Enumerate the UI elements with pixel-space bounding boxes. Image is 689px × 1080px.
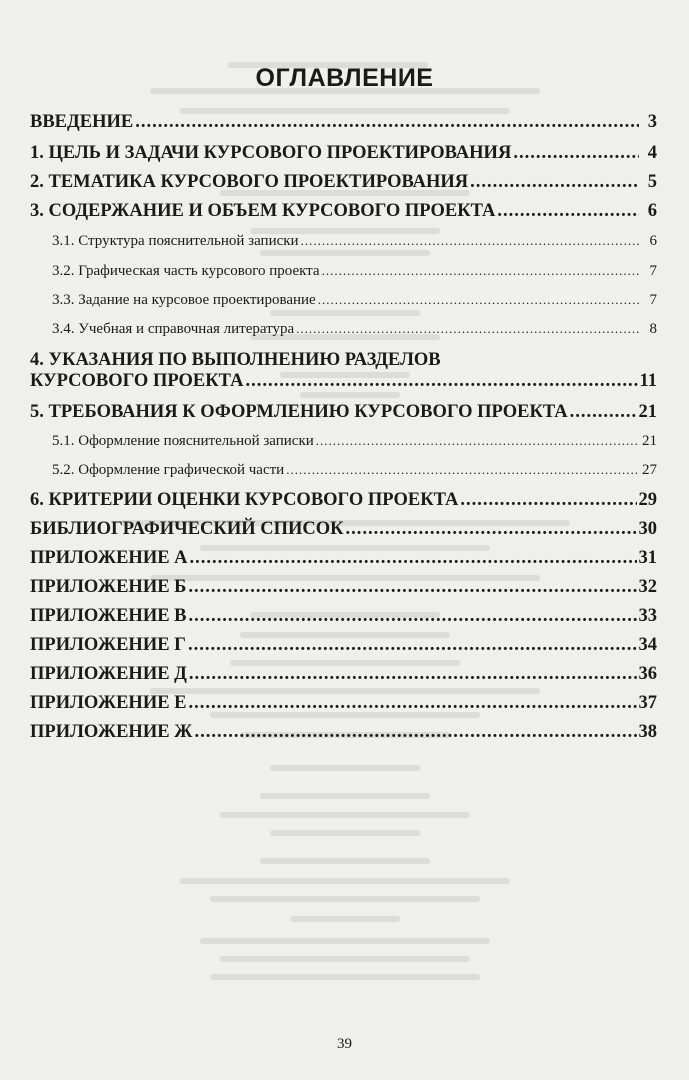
toc-subentry[interactable] bbox=[52, 292, 657, 309]
toc-entry-page: 5 bbox=[647, 172, 657, 192]
toc-entry-page: 31 bbox=[638, 548, 657, 568]
dot-leader bbox=[470, 172, 639, 193]
dot-leader bbox=[301, 233, 639, 249]
toc-entry[interactable] bbox=[30, 172, 657, 193]
toc-entry-title: 1. ЦЕЛЬ И ЗАДАЧИ КУРСОВОГО ПРОЕКТИРОВАНИЯ bbox=[30, 143, 512, 163]
dot-leader bbox=[188, 635, 637, 656]
toc-entry-title: ПРИЛОЖЕНИЕ Ж bbox=[30, 722, 193, 742]
dot-leader bbox=[318, 292, 639, 308]
toc-entry[interactable] bbox=[30, 490, 657, 511]
toc-subentry[interactable] bbox=[52, 233, 657, 250]
page-number: 39 bbox=[337, 1036, 352, 1052]
page-title: ОГЛАВЛЕНИЕ bbox=[255, 64, 434, 92]
toc-entry-page: 3 bbox=[647, 112, 657, 132]
toc-entry-page: 36 bbox=[638, 664, 657, 684]
toc-entry-title: 5.2. Оформление графической части bbox=[52, 462, 285, 478]
dot-leader bbox=[460, 490, 636, 511]
toc-entry-title: 6. КРИТЕРИИ ОЦЕНКИ КУРСОВОГО ПРОЕКТА bbox=[30, 490, 459, 510]
toc-entry-title: 3.2. Графическая часть курсового проекта bbox=[52, 263, 320, 279]
toc-entry-page: 8 bbox=[649, 321, 657, 337]
toc-entry-title: 3.1. Структура пояснительной записки bbox=[52, 233, 299, 249]
dot-leader bbox=[188, 577, 636, 598]
dot-leader bbox=[570, 402, 637, 423]
toc-entry[interactable] bbox=[30, 606, 657, 627]
toc-entry-page: 29 bbox=[638, 490, 657, 510]
toc-subentry[interactable] bbox=[52, 321, 657, 338]
toc-entry-page: 11 bbox=[639, 371, 657, 391]
toc-entry-title: 5. ТРЕБОВАНИЯ К ОФОРМЛЕНИЮ КУРСОВОГО ПРОЕКТА bbox=[30, 402, 568, 422]
dot-leader bbox=[497, 201, 639, 222]
dot-leader bbox=[189, 664, 637, 685]
dot-leader bbox=[322, 263, 639, 279]
toc-entry-title: 5.1. Оформление пояснительной записки bbox=[52, 433, 314, 449]
toc-entry[interactable] bbox=[30, 371, 657, 392]
toc-entry-page: 4 bbox=[647, 143, 657, 163]
toc-entry-title-line2: КУРСОВОГО ПРОЕКТА bbox=[30, 371, 244, 391]
toc-entry-title-line1: 4. УКАЗАНИЯ ПО ВЫПОЛНЕНИЮ РАЗДЕЛОВ bbox=[30, 350, 441, 370]
toc-entry-page: 34 bbox=[638, 635, 657, 655]
toc-entry-title: ПРИЛОЖЕНИЕ В bbox=[30, 606, 187, 626]
toc-entry-page: 38 bbox=[638, 722, 657, 742]
toc-entry[interactable] bbox=[30, 693, 657, 714]
toc-entry-title: ПРИЛОЖЕНИЕ Г bbox=[30, 635, 186, 655]
toc-entry-page: 27 bbox=[642, 462, 657, 478]
toc-entry-page: 6 bbox=[649, 233, 657, 249]
dot-leader bbox=[189, 606, 637, 627]
dot-leader bbox=[189, 693, 637, 714]
toc-entry-page: 21 bbox=[638, 402, 657, 422]
dot-leader bbox=[513, 143, 639, 164]
dot-leader bbox=[190, 548, 637, 569]
dot-leader bbox=[245, 371, 637, 392]
toc-entry-page: 33 bbox=[638, 606, 657, 626]
toc-entry[interactable] bbox=[30, 143, 657, 164]
toc-entry[interactable] bbox=[30, 112, 657, 133]
toc-entry[interactable] bbox=[30, 519, 657, 540]
dot-leader bbox=[296, 321, 639, 337]
toc-subentry[interactable] bbox=[52, 433, 657, 450]
toc-subentry[interactable] bbox=[52, 462, 657, 479]
toc-entry-page: 6 bbox=[647, 201, 657, 221]
toc-entry-title: 2. ТЕМАТИКА КУРСОВОГО ПРОЕКТИРОВАНИЯ bbox=[30, 172, 469, 192]
dot-leader bbox=[316, 433, 639, 449]
toc-entry-title: 3.4. Учебная и справочная литература bbox=[52, 321, 295, 337]
toc-entry[interactable] bbox=[30, 201, 657, 222]
toc-entry-page: 21 bbox=[642, 433, 657, 449]
toc-entry[interactable] bbox=[30, 548, 657, 569]
toc-entry-page: 30 bbox=[638, 519, 657, 539]
toc-entry-title: ПРИЛОЖЕНИЕ Д bbox=[30, 664, 187, 684]
toc-entry[interactable] bbox=[30, 722, 657, 743]
toc-entry[interactable] bbox=[30, 402, 657, 423]
toc-entry-title: 3.3. Задание на курсовое проектирование bbox=[52, 292, 316, 308]
toc-entry[interactable] bbox=[30, 664, 657, 685]
dot-leader bbox=[135, 112, 639, 133]
dot-leader bbox=[346, 519, 637, 540]
toc-entry[interactable] bbox=[30, 577, 657, 598]
toc-entry-title: ПРИЛОЖЕНИЕ А bbox=[30, 548, 188, 568]
dot-leader bbox=[194, 722, 636, 743]
toc-entry[interactable] bbox=[30, 635, 657, 656]
toc-entry-page: 7 bbox=[649, 263, 657, 279]
toc-entry-page: 7 bbox=[649, 292, 657, 308]
toc-entry-title: ПРИЛОЖЕНИЕ Б bbox=[30, 577, 187, 597]
toc-entry-page: 37 bbox=[638, 693, 657, 713]
toc-entry-title: ПРИЛОЖЕНИЕ Е bbox=[30, 693, 187, 713]
toc-entry-title: БИБЛИОГРАФИЧЕСКИЙ СПИСОК bbox=[30, 519, 344, 539]
toc-entry-title: 3. СОДЕРЖАНИЕ И ОБЪЕМ КУРСОВОГО ПРОЕКТА bbox=[30, 201, 496, 221]
toc-entry-page: 32 bbox=[638, 577, 657, 597]
dot-leader bbox=[286, 462, 639, 478]
toc-subentry[interactable] bbox=[52, 263, 657, 280]
toc-entry-title: ВВЕДЕНИЕ bbox=[30, 112, 134, 132]
